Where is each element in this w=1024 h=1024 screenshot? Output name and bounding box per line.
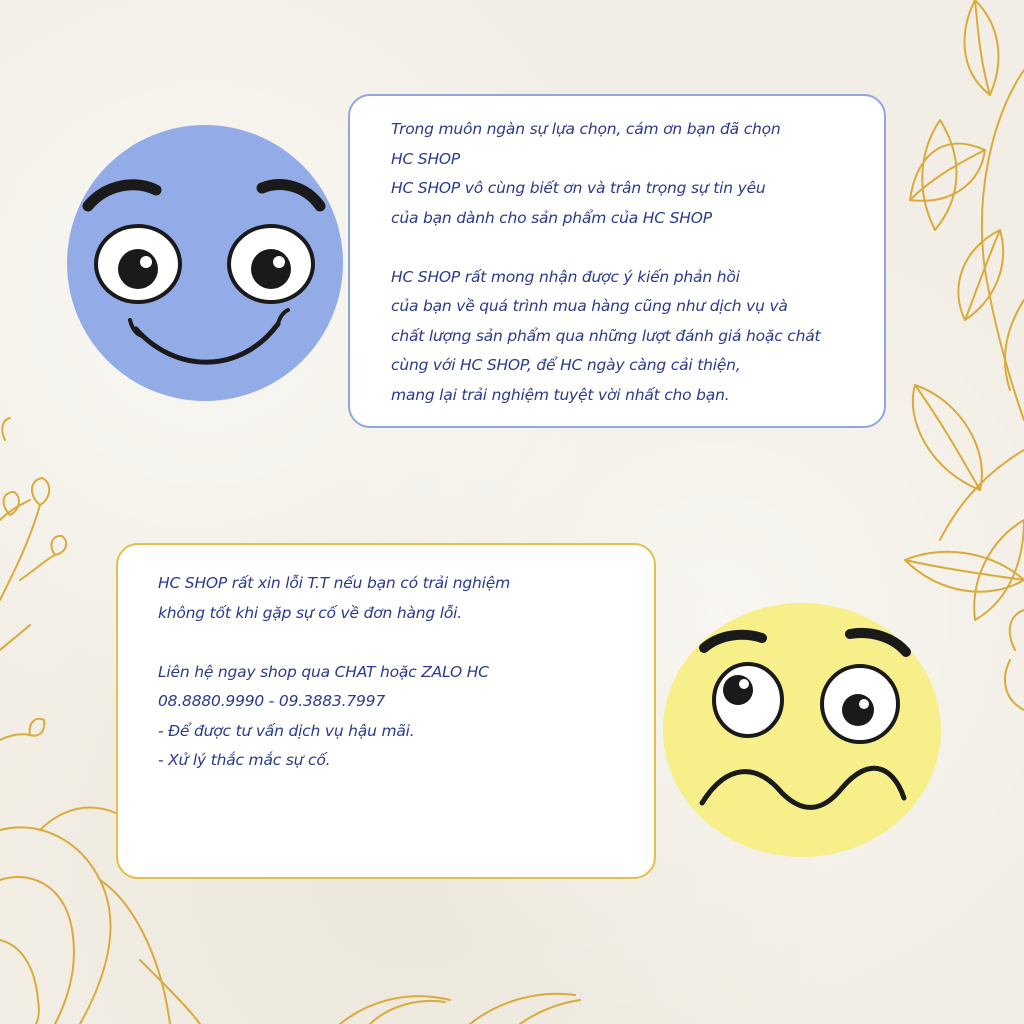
message-line: của bạn dành cho sản phẩm của HC SHOP [391, 208, 712, 227]
thank-you-message [391, 115, 820, 410]
message-line: chất lượng sản phẩm qua những lượt đánh giá hoặc chát [391, 326, 821, 345]
message-blank-line [391, 233, 820, 263]
contact-line: Liên hệ ngay shop qua CHAT hoặc ZALO HC [158, 662, 489, 681]
message-line: HC SHOP rất mong nhận được ý kiến phản hồi [391, 267, 740, 286]
message-line: HC SHOP rất xin lỗi T.T nếu bạn có trải nghiệm [158, 574, 510, 592]
message-line: HC SHOP vô cùng biết ơn và trân trọng sự tin yêu [391, 179, 766, 197]
message-line: - Để được tư vấn dịch vụ hậu mãi. [158, 721, 415, 740]
message-line: - Xử lý thắc mắc sự cố. [158, 751, 331, 769]
happy-face-icon [66, 124, 344, 402]
phone-numbers: 08.8880.9990 - 09.3883.7997 [158, 692, 385, 710]
message-line: Trong muôn ngàn sự lựa chọn, cám ơn bạn đã chọn [391, 120, 781, 138]
apology-message [158, 569, 510, 776]
message-line: HC SHOP [391, 149, 461, 168]
message-line: mang lại trải nghiệm tuyệt vời nhất cho bạn. [391, 385, 730, 404]
worried-face-icon [662, 598, 942, 858]
message-line: cùng với HC SHOP, để HC ngày càng cải thiện, [391, 356, 741, 374]
message-blank-line [158, 628, 510, 658]
message-line: không tốt khi gặp sự cố về đơn hàng lỗi. [158, 603, 462, 622]
message-line: của bạn về quá trình mua hàng cũng như dịch vụ và [391, 297, 788, 315]
